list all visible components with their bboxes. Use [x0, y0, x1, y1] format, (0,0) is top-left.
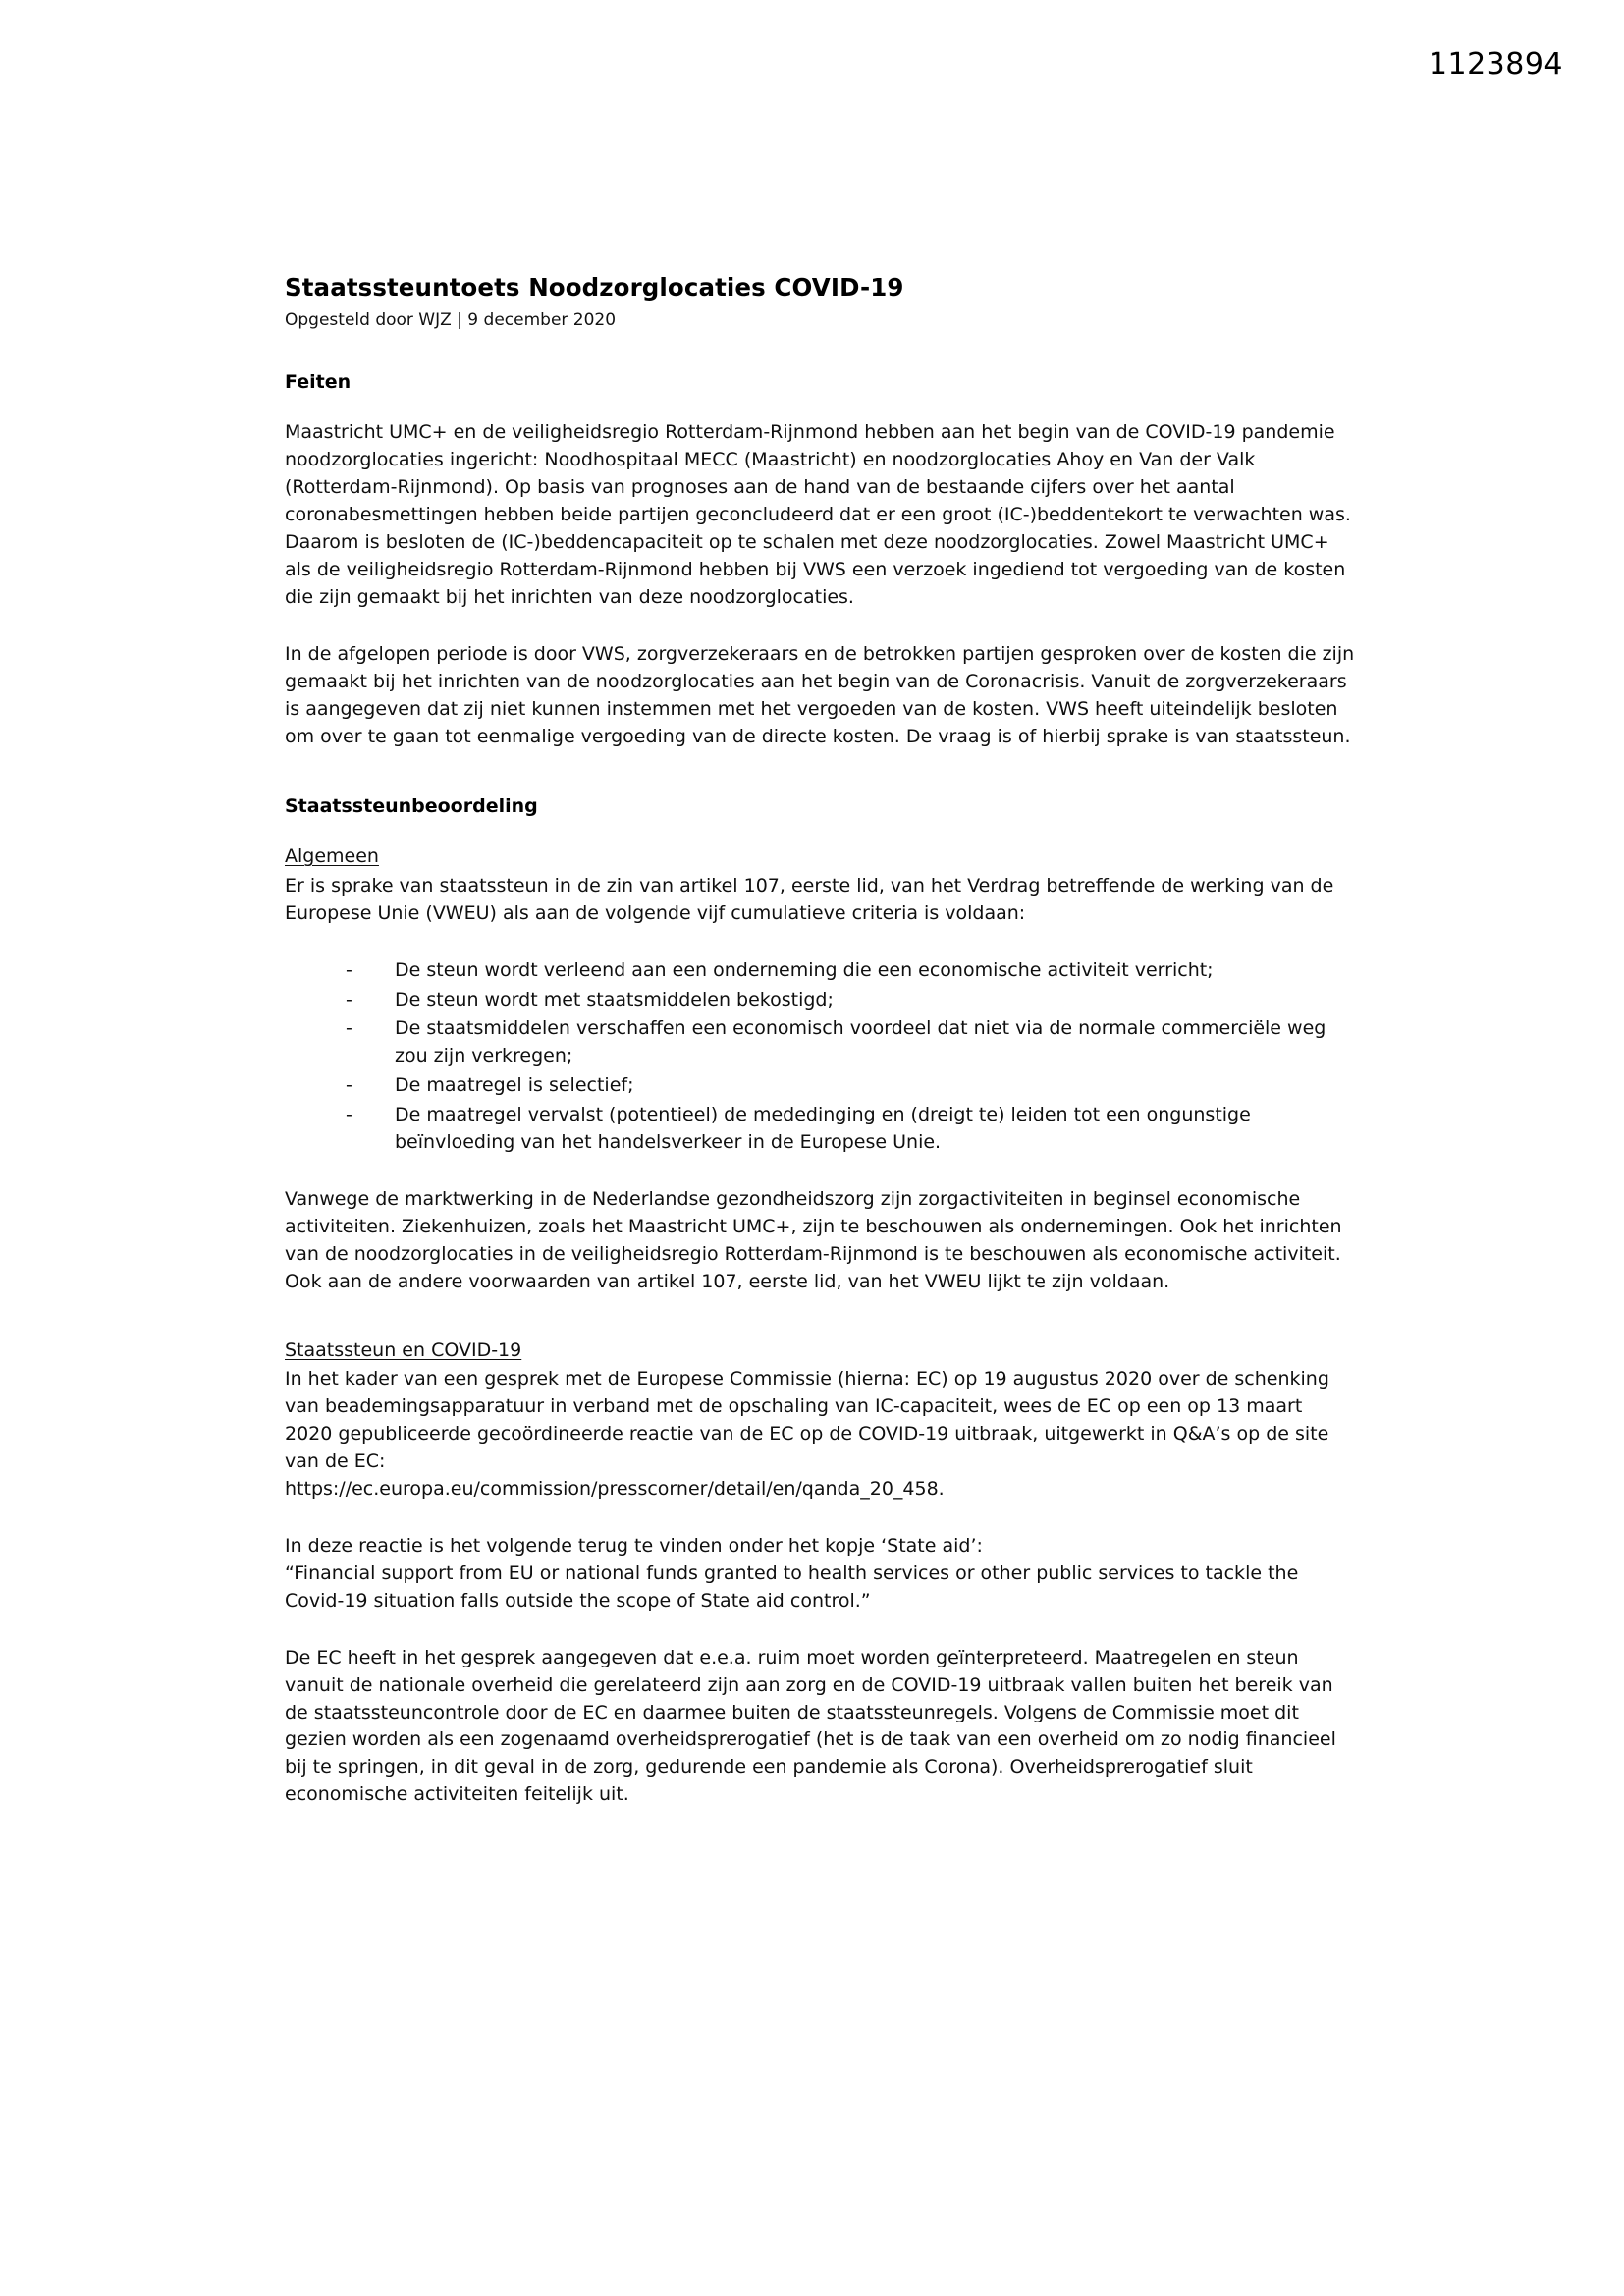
section-heading-staatssteunbeoordeling: Staatssteunbeoordeling	[285, 794, 538, 817]
document-body	[285, 273, 1355, 1838]
criteria-list	[285, 957, 1355, 1157]
state-aid-quote: “Financial support from EU or national funds granted to health services or other public services to tackle the Covid-19 situation falls outside the scope of State aid control.”	[285, 1561, 1299, 1612]
quote-intro: In deze reactie is het volgende terug te vinden onder het kopje ‘State aid’:	[285, 1534, 983, 1557]
list-item	[346, 1072, 1355, 1100]
document-byline: Opgesteld door WJZ | 9 december 2020	[285, 309, 617, 330]
list-item-label: De maatregel vervalst (potentieel) de mededinging en (dreigt te) leiden tot een ongunstige beïnvloeding van het handelsverkeer in de Europese Unie.	[395, 1104, 1251, 1154]
bullet-dash-icon: -	[346, 958, 352, 981]
section-heading-feiten: Feiten	[285, 370, 352, 393]
list-item-label: De steun wordt met staatsmiddelen bekostigd;	[395, 988, 834, 1011]
feiten-paragraph-1: Maastricht UMC+ en de veiligheidsregio Rotterdam-Rijnmond hebben aan het begin van de COVID-19 pandemie noodzorglocaties ingericht: Noodhospitaal MECC (Maastricht) en noodzorglocaties Ahoy en Van der Valk (Rotterdam-Rijnmond). Op basis van prognoses aan de hand van de bestaande cijfers over het aantal coronabesmettingen hebben beide partijen geconcludeerd dat er een groot (IC-)beddentekort te verwachten was. Daarom is besloten de (IC-)beddencapaciteit op te schalen met deze noodzorglocaties. Zowel Maastricht UMC+ als de veiligheidsregio Rotterdam-Rijnmond hebben bij VWS een verzoek ingediend tot vergoeding van de kosten die zijn gemaakt bij het inrichten van deze noodzorglocaties.	[285, 421, 1351, 608]
list-item	[346, 987, 1355, 1014]
sub-heading-staatssteun-covid: Staatssteun en COVID-19	[285, 1339, 522, 1361]
algemeen-closing-paragraph: Vanwege de marktwerking in de Nederlandse gezondheidszorg zijn zorgactiviteiten in beginsel economische activiteiten. Ziekenhuizen, zoals het Maastricht UMC+, zijn te beschouwen als ondernemingen. Ook het inrichten van de noodzorglocaties in de veiligheidsregio Rotterdam-Rijnmond is te beschouwen als economische activiteit. Ook aan de andere voorwaarden van artikel 107, eerste lid, van het VWEU lijkt te zijn voldaan.	[285, 1188, 1342, 1292]
covid-paragraph-1: In het kader van een gesprek met de Europese Commissie (hierna: EC) op 19 augustus 2020 over de schenking van beademingsapparatuur in verband met de opschaling van IC-capaciteit, wees de EC op een op 13 maart 2020 gepubliceerde gecoördineerde reactie van de EC op de COVID-19 uitbraak, uitgewerkt in Q&A’s op de site van de EC:	[285, 1368, 1329, 1473]
ec-qanda-url[interactable]: https://ec.europa.eu/commission/presscorner/detail/en/qanda_20_458.	[285, 1478, 945, 1500]
list-item-label: De maatregel is selectief;	[395, 1074, 634, 1097]
list-item	[346, 1015, 1355, 1070]
subsection-staatssteun-covid	[285, 1338, 1355, 1367]
document-stamp-number: 1123894	[1428, 47, 1563, 82]
bullet-dash-icon: -	[346, 1074, 352, 1097]
feiten-paragraph-2: In de afgelopen periode is door VWS, zorgverzekeraars en de betrokken partijen gesproken over de kosten die zijn gemaakt bij het inrichten van de noodzorglocaties aan het begin van de Coronacrisis. Vanuit de zorgverzekeraars is aangegeven dat zij niet kunnen instemmen met het vergoeden van de kosten. VWS heeft uiteindelijk besloten om over te gaan tot eenmalige vergoeding van de directe kosten. De vraag is of hierbij sprake is van staatssteun.	[285, 642, 1355, 747]
page-title: Staatssteuntoets Noodzorglocaties COVID-19	[285, 273, 904, 301]
covid-paragraph-2: De EC heeft in het gesprek aangegeven dat e.e.a. ruim moet worden geïnterpreteerd. Maatregelen en steun vanuit de nationale overheid die gerelateerd zijn aan zorg en de COVID-19 uitbraak vallen buiten het bereik van de staatssteuncontrole door de EC en daarmee buiten de staatssteunregels. Volgens de Commissie moet dit gezien worden als een zogenaamd overheidsprerogatief (het is de taak van een overheid om zo nodig financieel bij te springen, in dit geval in de zorg, gedurende een pandemie als Corona). Overheidsprerogatief sluit economische activiteiten feitelijk uit.	[285, 1646, 1336, 1806]
bullet-dash-icon: -	[346, 1104, 352, 1126]
sub-heading-algemeen: Algemeen	[285, 846, 379, 868]
list-item-label: De staatsmiddelen verschaffen een economisch voordeel dat niet via de normale commerciële weg zou zijn verkregen;	[395, 1017, 1326, 1067]
list-item	[346, 957, 1355, 985]
subsection-algemeen	[285, 844, 1355, 873]
algemeen-intro-paragraph: Er is sprake van staatssteun in de zin van artikel 107, eerste lid, van het Verdrag betreffende de werking van de Europese Unie (VWEU) als aan de volgende vijf cumulatieve criteria is voldaan:	[285, 874, 1334, 924]
list-item	[346, 1102, 1355, 1157]
list-item-label: De steun wordt verleend aan een onderneming die een economische activiteit verricht;	[395, 958, 1214, 981]
bullet-dash-icon: -	[346, 1017, 352, 1040]
bullet-dash-icon: -	[346, 988, 352, 1011]
